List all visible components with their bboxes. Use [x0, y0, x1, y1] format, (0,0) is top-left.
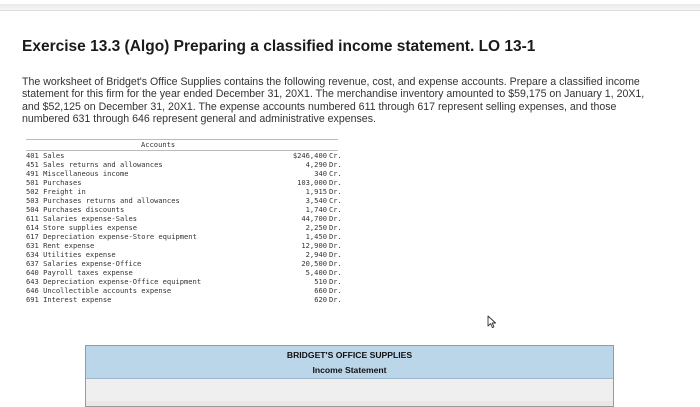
account-amount: 4,290: [305, 160, 327, 170]
account-amount: 660: [314, 286, 327, 296]
account-name: 501 Purchases: [26, 178, 82, 188]
account-amount: 1,740: [305, 205, 327, 215]
accounts-worksheet: [26, 139, 342, 305]
company-name: BRIDGET'S OFFICE SUPPLIES: [286, 350, 413, 360]
account-name: 640 Payroll taxes expense: [26, 268, 133, 278]
worksheet-row: [26, 286, 342, 296]
worksheet-row: [26, 169, 342, 179]
worksheet-header-label: Accounts: [141, 140, 176, 149]
account-amount: 510: [314, 277, 327, 287]
account-balance-type: Dr.: [329, 178, 342, 188]
account-name: 451 Sales returns and allowances: [26, 160, 163, 170]
account-amount: $246,400: [292, 151, 327, 160]
account-balance-type: Dr.: [329, 214, 342, 224]
account-balance-type: Cr.: [329, 151, 342, 160]
account-name: 503 Purchases returns and allowances: [26, 196, 180, 206]
worksheet-row: [26, 259, 342, 269]
worksheet-row: [26, 214, 342, 224]
account-amount: 2,940: [305, 250, 327, 260]
worksheet-row: [26, 241, 342, 251]
account-balance-type: Dr.: [329, 232, 342, 242]
account-name: 631 Rent expense: [26, 241, 95, 251]
account-balance-type: Dr.: [329, 286, 342, 296]
worksheet-header: [26, 139, 338, 151]
account-amount: 5,400: [305, 268, 327, 278]
account-balance-type: Dr.: [329, 241, 342, 251]
worksheet-row: [26, 223, 342, 233]
account-amount: 1,450: [305, 232, 327, 242]
account-balance-type: Dr.: [329, 250, 342, 260]
worksheet-rows: [26, 151, 342, 305]
statement-title: Income Statement: [312, 365, 387, 375]
account-balance-type: Dr.: [329, 277, 342, 287]
account-name: 643 Depreciation expense-Office equipment: [26, 277, 202, 287]
account-balance-type: Dr.: [329, 259, 342, 269]
worksheet-row: [26, 232, 342, 242]
account-balance-type: Dr.: [329, 223, 342, 233]
account-name: 504 Purchases discounts: [26, 205, 125, 215]
account-name: 691 Interest expense: [26, 295, 112, 305]
worksheet-row: [26, 151, 342, 160]
exercise-instructions: The worksheet of Bridget's Office Supplies contains the following revenue, cost, and expense accounts. Prepare a classified income statement for this firm for the year ended December 31, 20X1. The merchandise inventory amounted to $59,175 on January 1, 20X1, and $52,125 on December 31, 20X1. The expense accounts numbered 611 through 617 represent selling expenses, and those numbered 631 through 646 represent general and administrative expenses.: [22, 76, 645, 126]
worksheet-row: [26, 178, 342, 188]
account-amount: 2,250: [305, 223, 327, 233]
worksheet-row: [26, 295, 342, 305]
top-divider: [0, 4, 700, 11]
account-name: 401 Sales: [26, 151, 65, 160]
account-balance-type: Cr.: [329, 169, 342, 179]
account-amount: 340: [314, 169, 327, 179]
account-name: 491 Miscellaneous income: [26, 169, 129, 179]
account-name: 614 Store supplies expense: [26, 223, 138, 233]
exercise-title: Exercise 13.3 (Algo) Preparing a classified income statement. LO 13-1: [22, 38, 536, 55]
account-amount: 103,000: [297, 178, 327, 188]
worksheet-row: [26, 196, 342, 206]
account-name: 502 Freight in: [26, 187, 86, 197]
account-name: 611 Salaries expense-Sales: [26, 214, 138, 224]
worksheet-row: [26, 268, 342, 278]
account-amount: 1,915: [305, 187, 327, 197]
mouse-pointer-icon: [487, 315, 497, 329]
worksheet-row: [26, 250, 342, 260]
account-amount: 44,700: [301, 214, 327, 224]
account-name: 646 Uncollectible accounts expense: [26, 286, 172, 296]
account-name: 637 Salaries expense-Office: [26, 259, 142, 269]
account-balance-type: Dr.: [329, 268, 342, 278]
statement-header: [86, 346, 613, 379]
statement-input-row[interactable]: [86, 379, 613, 401]
account-name: 617 Depreciation expense-Store equipment: [26, 232, 197, 242]
income-statement-form: [85, 345, 614, 407]
worksheet-row: [26, 187, 342, 197]
account-amount: 620: [314, 295, 327, 305]
worksheet-row: [26, 160, 342, 170]
account-amount: 3,540: [305, 196, 327, 206]
account-name: 634 Utilities expense: [26, 250, 116, 260]
account-amount: 12,900: [301, 241, 327, 251]
account-balance-type: Dr.: [329, 295, 342, 305]
account-balance-type: Cr.: [329, 205, 342, 215]
account-amount: 20,500: [301, 259, 327, 269]
worksheet-row: [26, 205, 342, 215]
account-balance-type: Dr.: [329, 160, 342, 170]
worksheet-row: [26, 277, 342, 287]
account-balance-type: Dr.: [329, 187, 342, 197]
account-balance-type: Cr.: [329, 196, 342, 206]
